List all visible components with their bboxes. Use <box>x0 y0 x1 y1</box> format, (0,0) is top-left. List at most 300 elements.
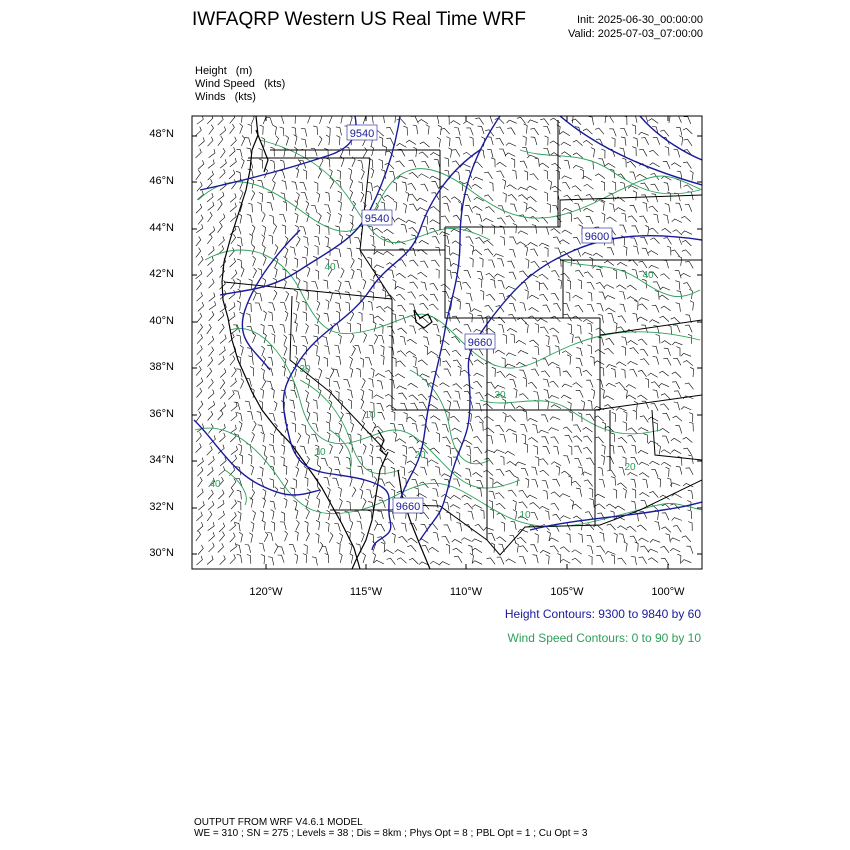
wind-barb <box>270 456 274 465</box>
wind-barb <box>453 384 462 390</box>
wind-speed-contour <box>330 430 351 470</box>
wind-barb <box>274 268 277 278</box>
wind-barb <box>389 347 394 356</box>
wind-barb <box>588 400 592 409</box>
wind-barb <box>317 488 321 498</box>
wind-barb <box>418 394 427 400</box>
wind-barb <box>393 182 397 192</box>
wind-barb <box>654 422 658 431</box>
wind-barb <box>588 116 593 125</box>
wind-barb <box>369 455 373 465</box>
wind-barb <box>229 248 234 258</box>
wind-barb <box>527 418 537 421</box>
wind-barb <box>532 424 537 433</box>
wind-barb <box>238 511 241 521</box>
wind-barb <box>453 479 460 487</box>
wind-barb <box>518 187 528 190</box>
wind-barb <box>208 336 214 345</box>
wind-barb <box>650 540 660 543</box>
wind-barb <box>623 246 627 256</box>
wind-barb <box>574 218 583 224</box>
wind-barb <box>237 413 243 422</box>
wind-barb <box>495 385 505 388</box>
wind-barb <box>304 544 308 554</box>
wind-barb <box>583 370 592 376</box>
wind-barb <box>530 340 539 346</box>
wind-barb <box>345 281 351 289</box>
wind-barb <box>402 445 406 454</box>
wind-barb <box>352 346 356 356</box>
wind-barb <box>684 139 692 146</box>
wind-barb <box>523 411 527 420</box>
wind-barb <box>313 412 317 421</box>
wind-barb <box>672 382 680 389</box>
wind-barb <box>220 127 226 136</box>
wind-barb <box>316 498 319 508</box>
wind-barb <box>443 392 451 399</box>
field-name: Winds <box>195 91 226 103</box>
wind-barb <box>361 169 364 179</box>
mainland-coastline <box>395 470 430 569</box>
wind-barb <box>639 149 647 156</box>
wind-barb <box>570 500 573 510</box>
wind-barb <box>495 425 503 432</box>
wind-barb <box>665 204 670 213</box>
wind-barb <box>530 128 538 135</box>
wind-barb <box>306 201 309 211</box>
wind-barb <box>479 422 483 431</box>
wind-barb <box>681 560 691 563</box>
wind-barb <box>491 158 495 167</box>
wind-barb <box>466 293 472 301</box>
wind-barb <box>453 438 462 444</box>
map-title: IWFAQRP Western US Real Time WRF <box>192 9 526 30</box>
wind-barb <box>300 446 306 454</box>
wind-barb <box>595 174 605 179</box>
wind-barb <box>634 401 638 411</box>
wind-barb <box>623 116 627 125</box>
wind-barb <box>607 470 615 477</box>
wind-barb <box>602 213 605 223</box>
wind-barb <box>638 304 647 310</box>
wind-barb <box>520 303 526 311</box>
wind-barb <box>621 337 627 346</box>
wind-speed-contour <box>205 250 700 368</box>
wind-barb <box>690 367 694 377</box>
wind-barb <box>494 254 504 257</box>
wind-barb <box>315 325 319 335</box>
wind-barb <box>683 283 691 290</box>
wind-barb <box>300 183 307 191</box>
wind-barb <box>573 436 582 442</box>
wind-barb <box>500 237 505 246</box>
wind-barb <box>639 493 649 497</box>
wind-speed-contour-label: 40 <box>209 479 221 490</box>
wind-barb <box>464 503 473 509</box>
wind-barb <box>220 148 225 158</box>
height-contour-label: 9540 <box>364 213 390 225</box>
wind-barb <box>442 349 451 356</box>
wind-barb <box>248 124 252 134</box>
wind-barb <box>556 367 560 376</box>
wind-barb <box>480 225 484 235</box>
wind-barb <box>601 455 605 465</box>
wind-barb <box>358 160 363 169</box>
wind-barb <box>231 412 237 421</box>
wind-barb <box>630 205 637 212</box>
wind-barb <box>506 429 516 432</box>
wind-speed-contour-label: 10 <box>519 510 531 521</box>
wind-barb <box>484 195 493 201</box>
wind-barb <box>464 271 471 278</box>
wind-barb <box>345 147 350 156</box>
wind-barb <box>281 457 285 467</box>
wind-barb <box>653 357 659 365</box>
wind-barb <box>372 495 382 498</box>
wind-barb <box>633 410 637 420</box>
wind-barb <box>517 242 527 246</box>
wind-barb <box>209 125 214 135</box>
wind-barb <box>470 258 474 268</box>
wind-barb <box>489 491 495 499</box>
wind-barb <box>509 303 515 311</box>
wind-barb <box>530 545 537 552</box>
wind-barb <box>640 416 648 423</box>
wind-barb <box>296 301 299 311</box>
wind-barb <box>400 467 404 476</box>
wind-barb <box>495 493 504 499</box>
wind-barb <box>476 393 484 400</box>
height-contour <box>220 116 400 295</box>
wind-barb <box>420 261 428 268</box>
wind-barb <box>251 190 255 200</box>
wind-barb <box>517 537 526 543</box>
wind-barb <box>409 260 418 266</box>
wind-barb <box>316 520 320 530</box>
wind-barb <box>285 531 288 541</box>
wind-barb <box>525 323 528 333</box>
wind-barb <box>560 547 570 552</box>
wind-barb <box>283 465 287 475</box>
wind-barb <box>479 258 483 268</box>
wind-barb <box>461 538 471 542</box>
wind-barb <box>591 389 595 399</box>
wind-barb <box>588 292 592 301</box>
wind-barb <box>239 532 242 542</box>
wind-barb <box>231 446 237 455</box>
wind-barb <box>455 391 460 400</box>
wind-barb <box>655 291 659 300</box>
wind-barb <box>338 280 341 290</box>
wind-barb <box>350 520 353 530</box>
wind-barb <box>643 202 648 211</box>
wind-barb <box>480 290 484 300</box>
wind-barb <box>639 298 649 301</box>
wind-barb <box>452 272 460 279</box>
wind-barb <box>262 212 265 222</box>
wind-barb <box>609 129 616 137</box>
wind-barb <box>544 192 548 202</box>
model-config: WE = 310 ; SN = 275 ; Levels = 38 ; Dis = 8km ; Phys Opt = 8 ; PBL Opt = 1 ; Cu Opt = 3 <box>194 828 588 839</box>
wind-barb <box>349 115 352 125</box>
wind-barb <box>453 329 463 334</box>
wind-barb <box>196 531 201 541</box>
wind-barb <box>379 137 383 147</box>
wind-barb <box>421 161 429 168</box>
wind-barb <box>197 345 203 354</box>
wind-barb <box>611 368 616 377</box>
wind-barb <box>207 446 213 455</box>
wind-barb <box>607 524 616 530</box>
wind-barb <box>230 124 235 134</box>
wind-barb <box>410 282 418 289</box>
wind-barb <box>683 437 693 442</box>
wind-barb <box>280 324 285 333</box>
wind-barb <box>553 336 560 344</box>
wind-barb <box>546 346 550 355</box>
wind-barb <box>675 203 682 211</box>
wind-barb <box>294 322 297 332</box>
wind-barb <box>496 469 504 476</box>
wind-barb <box>339 499 342 509</box>
wind-barb <box>431 260 440 267</box>
wind-barb <box>648 373 658 377</box>
wind-barb <box>319 114 322 124</box>
wind-barb <box>548 180 552 190</box>
wind-barb <box>648 549 658 552</box>
wind-barb <box>439 232 449 235</box>
wind-barb <box>447 137 451 147</box>
wind-barb <box>649 228 658 234</box>
wind-barb <box>231 179 236 189</box>
wind-barb <box>209 543 215 552</box>
wind-barb <box>520 425 527 433</box>
wind-barb <box>327 412 331 422</box>
wind-barb <box>430 207 440 212</box>
wind-barb <box>583 140 593 145</box>
wind-barb <box>643 479 648 488</box>
wind-barb <box>630 348 639 354</box>
wind-barb <box>448 148 451 158</box>
wind-barb <box>303 237 308 246</box>
wind-barb <box>250 367 254 377</box>
wind-barb <box>356 248 362 257</box>
wind-barb <box>401 224 407 232</box>
wind-barb <box>568 446 572 456</box>
wind-barb <box>660 287 670 290</box>
wind-barb <box>529 295 539 299</box>
wind-barb <box>485 450 495 453</box>
wind-barb <box>593 253 603 257</box>
wind-barb <box>419 295 428 301</box>
wind-barb <box>318 213 321 223</box>
wind-barb <box>550 546 559 553</box>
wind-barb <box>315 270 319 280</box>
wind-barb <box>629 260 638 266</box>
wind-barb <box>362 498 366 508</box>
wind-barb <box>540 119 549 125</box>
wind-barb <box>634 300 638 310</box>
wind-barb <box>605 296 615 299</box>
wind-barb <box>354 238 361 246</box>
wind-barb <box>197 458 203 467</box>
wind-barb <box>623 411 627 421</box>
wind-barb <box>667 325 671 334</box>
wind-barb <box>627 435 635 442</box>
wind-barb <box>516 340 526 344</box>
wind-barb <box>292 182 298 190</box>
wind-barb <box>540 470 549 476</box>
wind-barb <box>237 501 241 510</box>
wind-barb <box>219 324 224 334</box>
wind-barb <box>426 125 429 135</box>
wind-barb <box>456 281 461 290</box>
wind-barb <box>260 511 264 521</box>
wind-barb <box>525 478 529 488</box>
wind-barb <box>230 213 236 222</box>
wind-barb <box>573 295 583 299</box>
wind-barb <box>336 311 340 321</box>
wind-barb <box>561 395 571 399</box>
wind-barb <box>567 355 571 365</box>
wind-barb <box>432 423 439 431</box>
wind-barb <box>551 293 559 300</box>
wind-barb <box>597 304 604 312</box>
wind-barb <box>357 323 361 332</box>
wind-barb <box>639 462 649 465</box>
wind-barb <box>531 513 538 520</box>
wind-barb <box>334 457 340 465</box>
wind-barb <box>196 432 201 442</box>
wind-barb <box>551 405 561 409</box>
wind-barb <box>218 312 224 321</box>
wind-barb <box>273 224 277 234</box>
wind-barb <box>596 269 603 277</box>
wind-barb <box>251 489 255 499</box>
wind-barb <box>453 360 461 367</box>
wind-speed-contour-label: 40 <box>642 270 654 281</box>
wind-barb <box>413 147 417 157</box>
wind-barb <box>196 170 201 180</box>
wind-barb <box>531 369 539 376</box>
wind-barb <box>496 127 504 134</box>
wind-barb <box>586 380 593 387</box>
wind-barb <box>626 395 636 399</box>
wind-barb <box>476 214 482 222</box>
wind-barb <box>292 423 296 432</box>
wind-barb <box>282 181 287 190</box>
wind-barb <box>573 516 583 521</box>
wind-barb <box>562 182 570 189</box>
wind-barb <box>196 149 202 158</box>
wind-barb <box>506 216 515 222</box>
wind-barb <box>586 217 593 224</box>
wind-barb <box>540 550 550 553</box>
wind-barb <box>506 143 516 146</box>
wind-barb <box>443 525 450 532</box>
wind-barb <box>563 304 570 312</box>
height-contour <box>640 116 702 160</box>
wind-barb <box>398 260 406 267</box>
wind-speed-contour-label: 10 <box>364 410 376 421</box>
wind-barb <box>617 483 626 488</box>
wind-barb <box>248 454 252 464</box>
wind-barb <box>572 558 582 563</box>
wind-barb <box>319 542 323 552</box>
wind-barb <box>544 170 548 179</box>
wind-barb <box>561 142 571 146</box>
wind-barb <box>532 225 537 234</box>
wind-barb <box>574 459 581 466</box>
wind-barb <box>469 313 473 323</box>
wind-barb <box>314 291 318 300</box>
wind-barb <box>391 411 395 421</box>
wind-barb <box>639 132 649 135</box>
wind-barb <box>358 258 362 268</box>
wind-barb <box>688 334 692 344</box>
wind-barb <box>338 334 341 344</box>
wind-barb <box>621 137 626 146</box>
wind-barb <box>377 511 383 519</box>
wind-barb <box>446 258 451 267</box>
wind-barb <box>586 195 594 202</box>
wind-barb <box>628 341 638 345</box>
wind-barb <box>549 362 559 366</box>
wind-barb <box>375 374 385 378</box>
wind-barb <box>529 216 539 221</box>
wind-barb <box>653 282 660 289</box>
wind-barb <box>690 301 694 311</box>
wind-speed-contour-label: 30 <box>494 390 506 401</box>
wind-barb <box>257 411 262 420</box>
wind-barb <box>395 218 405 222</box>
wind-barb <box>584 184 594 189</box>
wind-barb <box>208 522 215 531</box>
wind-barb <box>497 171 505 178</box>
wind-barb <box>417 198 427 202</box>
wind-barb <box>564 160 570 169</box>
wind-barb <box>485 207 494 213</box>
wind-barb <box>690 171 693 181</box>
wind-barb <box>605 163 615 167</box>
wind-barb <box>527 155 537 158</box>
wind-barb <box>347 323 351 332</box>
wind-barb <box>358 182 363 191</box>
wind-barb <box>484 428 494 433</box>
wind-barb <box>248 203 252 212</box>
wind-barb <box>290 400 295 409</box>
wind-barb <box>270 479 274 488</box>
wind-barb <box>198 477 203 487</box>
wind-barb <box>392 533 396 543</box>
wind-barb <box>268 312 272 321</box>
wind-barb <box>605 551 615 554</box>
wind-barb <box>684 117 691 124</box>
wind-barb <box>659 428 669 433</box>
wind-barb <box>437 137 441 147</box>
wind-barb <box>198 215 203 225</box>
wind-barb <box>649 320 659 324</box>
wind-barb <box>673 230 683 236</box>
wind-barb <box>688 522 692 531</box>
wind-barb <box>306 212 309 222</box>
wind-barb <box>686 546 693 554</box>
wind-barb <box>627 297 637 301</box>
wind-barb <box>661 450 671 454</box>
wind-barb <box>506 559 516 563</box>
wind-barb <box>303 312 307 321</box>
wind-barb <box>339 444 343 454</box>
